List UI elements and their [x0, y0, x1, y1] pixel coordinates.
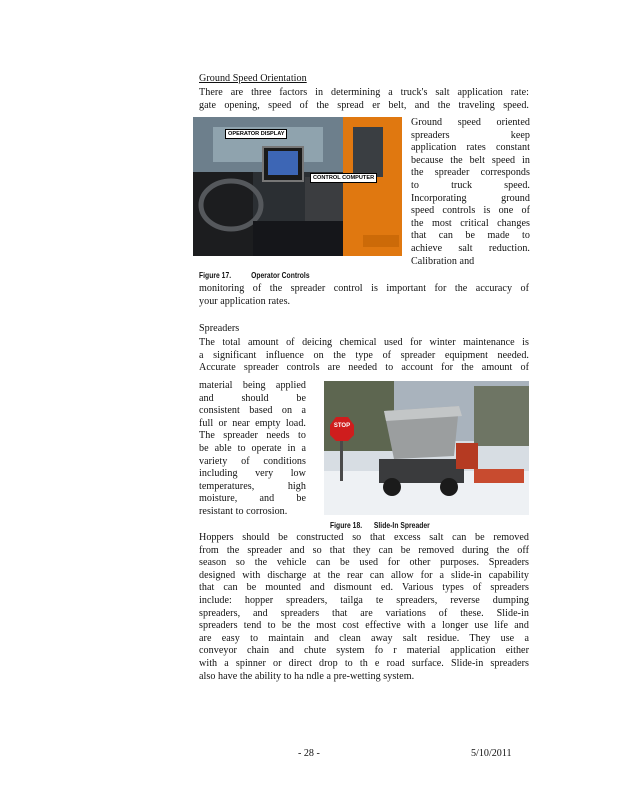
figure-18-caption: [330, 520, 430, 533]
text-line: and should be: [199, 392, 306, 404]
footer-date: 5/10/2011: [471, 748, 512, 759]
section-heading-spreaders: Spreaders: [199, 323, 240, 334]
text-line: Incorporating ground: [411, 192, 530, 204]
operator-display-label: OPERATOR DISPLAY: [225, 129, 287, 139]
text-line: variety of conditions: [199, 455, 306, 467]
text-line: your application rates.: [199, 295, 291, 307]
text-line: include: hopper spreaders, tailga te spreaders, reverse dumping: [199, 595, 529, 606]
text-line: Accurate spreader controls are needed to account for the amount of: [199, 362, 529, 374]
text-line: designed with discharge at the rear can allow for a slide-in capability: [199, 569, 529, 581]
text-line: the most critical changes: [411, 217, 530, 229]
text-line: Calibration and: [411, 255, 475, 267]
text-line: gate opening, speed of the spread er belt, and the traveling speed.: [199, 99, 529, 111]
text-line: be able to operate in a: [199, 443, 306, 454]
text-line: spreaders, and spreaders that are variations of these. Slide-in: [199, 607, 529, 619]
text-line: that can be made to: [411, 230, 530, 242]
text-line: material being applied: [199, 380, 306, 391]
text-line: speed controls is one of: [411, 205, 530, 217]
text-line: with a spinner or direct drop to th e road surface. Slide-in spreaders: [199, 658, 529, 669]
text-line: spreaders tend to be the most cost effective with a longer use life and: [199, 620, 529, 632]
control-computer-label: CONTROL COMPUTER: [310, 173, 377, 183]
figure-18-number: Figure 18.: [330, 521, 363, 530]
section-heading-ground-speed: Ground Speed Orientation: [199, 73, 307, 84]
text-line: achieve salt reduction.: [411, 243, 530, 254]
text-line: spreaders keep: [411, 129, 530, 141]
figure-18-title: Slide-In Spreader: [373, 521, 430, 530]
text-line: monitoring of the spreader control is important for the accuracy of: [199, 283, 529, 294]
text-line: from the spreader and so that they can be removed during the off: [199, 544, 529, 556]
stop-sign-icon: [330, 417, 354, 441]
text-line: a significant influence on the type of spreader equipment needed.: [199, 349, 529, 361]
text-line: There are three factors in determining a truck's salt application rate:: [199, 87, 529, 98]
text-line: to truck speed.: [411, 180, 530, 191]
stop-sign-text: STOP: [333, 423, 351, 429]
text-line: The total amount of deicing chemical used for winter maintenance is: [199, 337, 529, 348]
text-line: resistant to corrosion.: [199, 506, 288, 517]
text-line: that can be mounted and dismount ed. Various types of spreaders: [199, 582, 529, 594]
text-line: full or near empty load.: [199, 417, 306, 429]
text-line: because the belt speed in: [411, 154, 530, 166]
text-line: moisture, and be: [199, 493, 306, 505]
text-line: application rates constant: [411, 142, 530, 154]
figure-17-number: Figure 17.: [199, 271, 232, 280]
text-line: Ground speed oriented: [411, 117, 530, 128]
operator-controls-photo: [193, 117, 402, 256]
text-line: also have the ability to ha ndle a pre-wetting system.: [199, 670, 415, 682]
figure-17-title: Operator Controls: [251, 271, 310, 280]
spreader-truck-illustration: [324, 381, 529, 515]
text-line: season so the vehicle can be used for other purposes. Spreaders: [199, 557, 529, 569]
text-line: are easy to maintain and clean away salt residue. They use a: [199, 632, 529, 644]
figure-17-caption: [199, 270, 310, 283]
text-line: The spreader needs to: [199, 430, 306, 442]
text-line: the spreader corresponds: [411, 167, 530, 179]
text-line: including very low: [199, 468, 306, 480]
slide-in-spreader-photo: [324, 381, 529, 515]
text-line: temperatures, high: [199, 480, 306, 492]
text-line: conveyor chain and chute system fo r material application either: [199, 645, 529, 657]
text-line: consistent based on a: [199, 405, 306, 417]
text-line: Hoppers should be constructed so that excess salt can be removed: [199, 532, 529, 543]
page-number: - 28 -: [298, 748, 320, 759]
